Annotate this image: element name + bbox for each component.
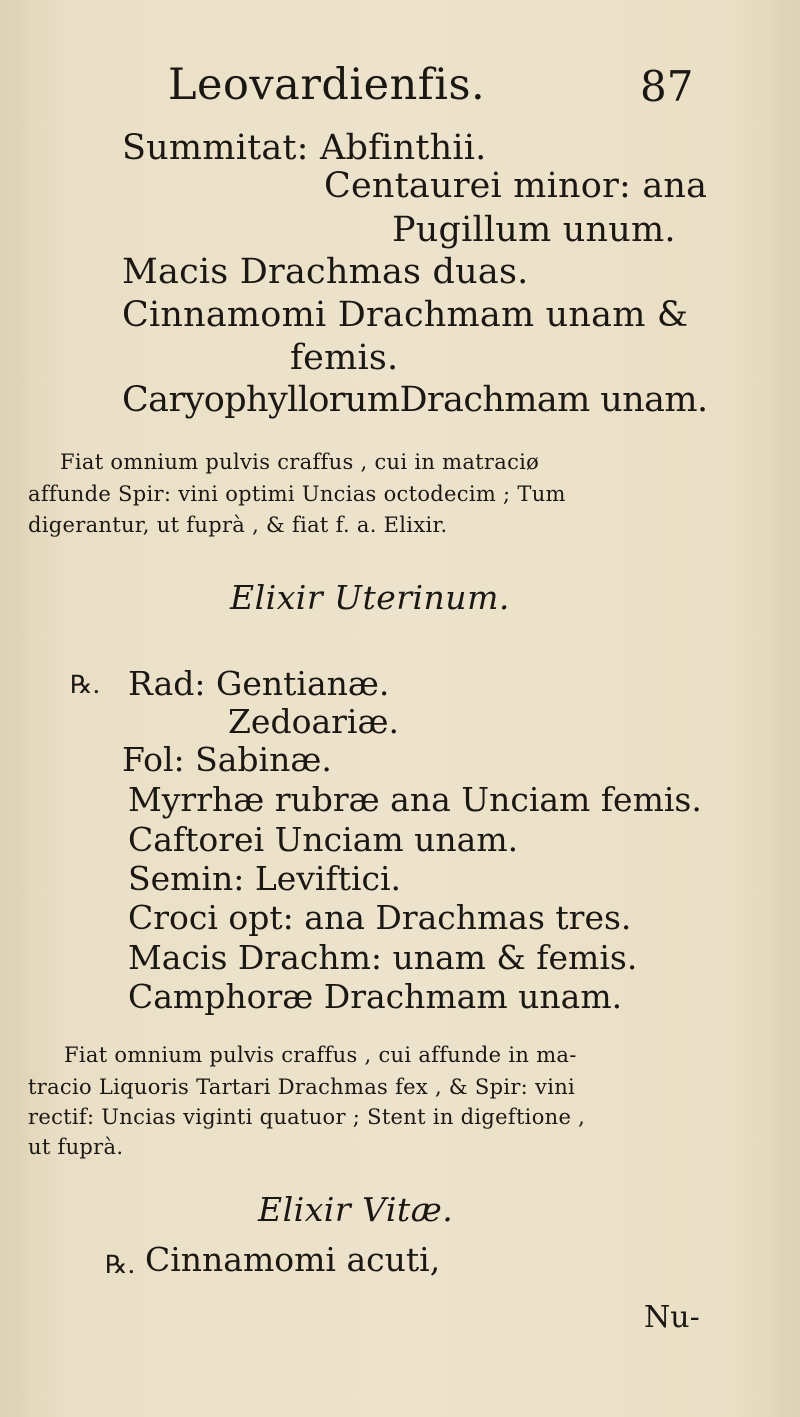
ingredient-line: Myrrhæ rubræ ana Unciam femis.	[128, 780, 702, 819]
catchword: Nu-	[644, 1300, 700, 1335]
recipe-line: Macis Drachmas duas.	[122, 252, 529, 292]
running-head: Leovardienfis.	[168, 60, 486, 110]
recipe-line: Summitat: Abfinthii.	[122, 128, 487, 168]
ingredient-line: Rad: Gentianæ.	[128, 664, 390, 703]
ingredient-line: Semin: Leviftici.	[128, 859, 402, 898]
ingredient-line: Macis Drachm: unam & femis.	[128, 938, 638, 977]
recipe-line: Centaurei minor: ana	[324, 166, 708, 206]
ingredient-line: Fol: Sabinæ.	[122, 740, 332, 779]
recipe-symbol: ℞.	[70, 670, 101, 699]
ingredient-line: Camphoræ Drachmam unam.	[128, 977, 623, 1016]
recipe-line: femis.	[290, 338, 399, 378]
instruction-line: digerantur, ut fuprà , & fiat f. a. Elixir.	[28, 513, 448, 537]
instruction-line: ut fuprà.	[28, 1135, 124, 1159]
page-number: 87	[640, 62, 694, 111]
instruction-line: rectif: Uncias viginti quatuor ; Stent in digeftione ,	[28, 1105, 586, 1129]
instruction-line: tracio Liquoris Tartari Drachmas fex , & Spir: vini	[28, 1075, 576, 1099]
instruction-line: Fiat omnium pulvis craffus , cui in matraciø	[60, 450, 540, 474]
recipe-title: Elixir Uterinum.	[230, 578, 510, 617]
ingredient-line: Caftorei Unciam unam.	[128, 820, 519, 859]
instruction-line: affunde Spir: vini optimi Uncias octodecim ; Tum	[28, 482, 566, 506]
ingredient-line: Zedoariæ.	[228, 702, 399, 741]
instruction-line: Fiat omnium pulvis craffus , cui affunde in ma-	[64, 1043, 577, 1067]
recipe-line: CaryophyllorumDrachmam unam.	[122, 380, 708, 420]
recipe-line: Pugillum unum.	[392, 210, 676, 250]
recipe-symbol: ℞.	[105, 1250, 136, 1279]
ingredient-line: Croci opt: ana Drachmas tres.	[128, 898, 632, 937]
ingredient-line: Cinnamomi acuti,	[145, 1240, 441, 1279]
recipe-line: Cinnamomi Drachmam unam &	[122, 295, 689, 335]
recipe-title: Elixir Vitæ.	[258, 1190, 454, 1229]
